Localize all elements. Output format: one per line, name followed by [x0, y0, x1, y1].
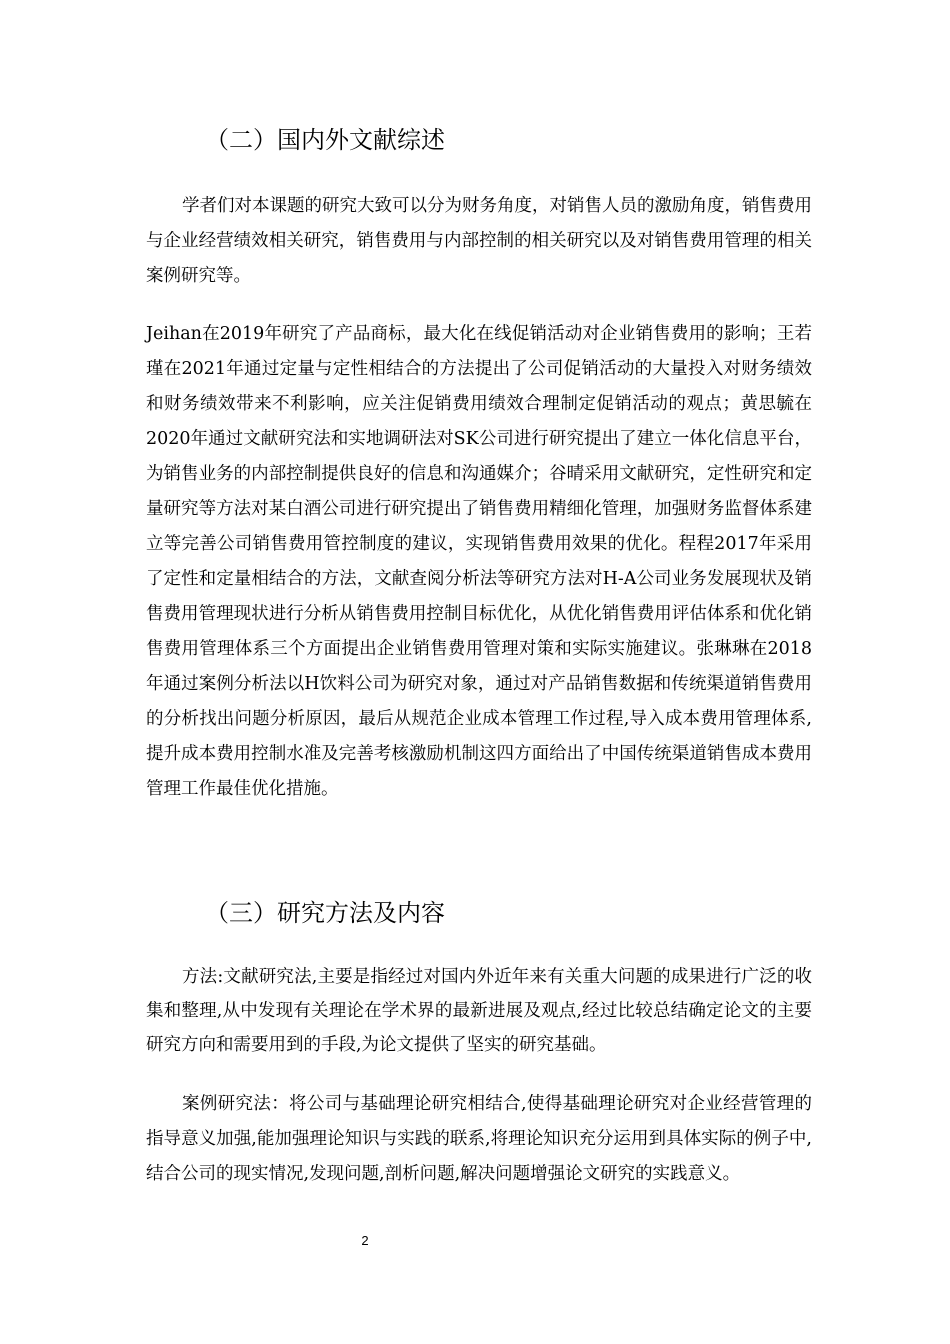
paragraph-case-study-method: 案例研究法：将公司与基础理论研究相结合,使得基础理论研究对企业经营管理的指导意义加强,能加强理论知识与实践的联系,将理论知识充分运用到具体实际的例子中,结合公司的现实情况,发现问题,剖析问题,解决问题增强论文研究的实践意义。 — [146, 1094, 812, 1184]
paragraph-research-overview: 学者们对本课题的研究大致可以分为财务角度，对销售人员的激励角度，销售费用与企业经营绩效相关研究，销售费用与内部控制的相关研究以及对销售费用管理的相关案例研究等。 — [146, 196, 812, 286]
paragraph-literature-method: 方法:文献研究法,主要是指经过对国内外近年来有关重大问题的成果进行广泛的收集和整理,从中发现有关理论在学术界的最新进展及观点,经过比较总结确定论文的主要研究方向和需要用到的手段,为论文提供了坚实的研究基础。 — [146, 967, 812, 1055]
section-heading-literature-review: （二）国内外文献综述 — [205, 126, 445, 154]
paragraph-literature-review: Jeihan在2019年研究了产品商标，最大化在线促销活动对企业销售费用的影响；王若瑾在2021年通过定量与定性相结合的方法提出了公司促销活动的大量投入对财务绩效和财务绩效带来不利影响，应关注促销费用绩效合理制定促销活动的观点；黄思毓在2020年通过文献研究法和实地调研法对SK公司进行研究提出了建立一体化信息平台，为销售业务的内部控制提供良好的信息和沟通媒介；谷晴采用文献研究，定性研究和定量研究等方法对某白酒公司进行研究提出了销售费用精细化管理，加强财务监督体系建立等完善公司销售费用管控制度的建议，实现销售费用效果的优化。程程2017年采用了定性和定量相结合的方法，文献查阅分析法等研究方法对H-A公司业务发展现状及销售费用管理现状进行分析从销售费用控制目标优化，从优化销售费用评估体系和优化销售费用管理体系三个方面提出企业销售费用管理对策和实际实施建议。张琳琳在2018年通过案例分析法以H饮料公司为研究对象，通过对产品销售数据和传统渠道销售费用的分析找出问题分析原因，最后从规范企业成本管理工作过程,导入成本费用管理体系,提升成本费用控制水准及完善考核激励机制这四方面给出了中国传统渠道销售成本费用管理工作最佳优化措施。 — [146, 324, 812, 799]
section-heading-research-methods: （三）研究方法及内容 — [205, 899, 445, 927]
page-number: 2 — [361, 1233, 369, 1248]
